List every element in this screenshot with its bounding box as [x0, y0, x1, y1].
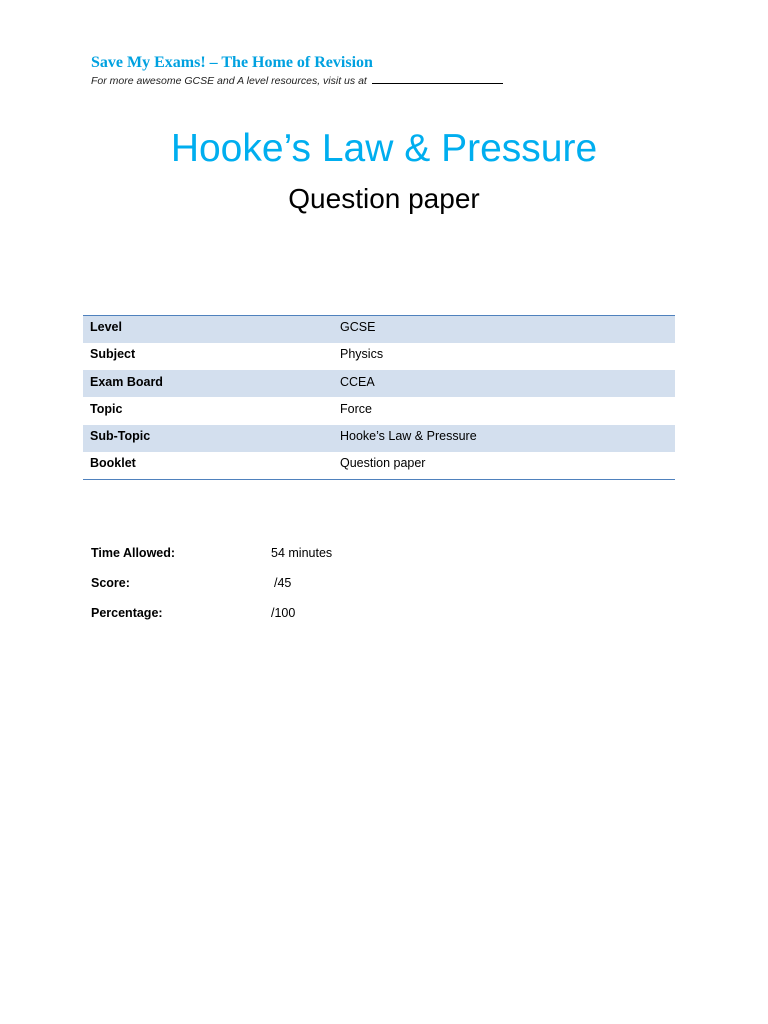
table-row-level	[83, 316, 675, 343]
table-cell-value: Force	[340, 402, 372, 417]
table-cell-value: Hooke’s Law & Pressure	[340, 429, 477, 444]
table-row-subject	[83, 343, 675, 370]
table-cell-label: Booklet	[90, 456, 136, 471]
tagline	[91, 73, 503, 89]
table-cell-label: Sub-Topic	[90, 429, 151, 444]
table-row-booklet	[83, 452, 675, 479]
brand-title: Save My Exams! – The Home of Revision	[91, 54, 373, 71]
info-table	[83, 315, 675, 480]
table-cell-label: Level	[90, 320, 122, 335]
time-allowed-value: 54 minutes	[271, 546, 333, 560]
table-row-topic	[83, 397, 675, 424]
table-cell-value: Question paper	[340, 456, 426, 471]
tagline-blank-line	[372, 74, 503, 84]
tagline-text: For more awesome GCSE and A level resources, visit us at	[91, 75, 367, 87]
score-label: Score:	[91, 576, 130, 590]
table-cell-label: Subject	[90, 347, 136, 362]
header	[91, 53, 503, 89]
table-cell-label: Exam Board	[90, 374, 163, 389]
page-subtitle: Question paper	[288, 183, 480, 214]
table-cell-value: GCSE	[340, 320, 376, 335]
table-row-sub-topic	[83, 425, 675, 452]
time-allowed-label: Time Allowed:	[91, 546, 176, 560]
table-cell-value: CCEA	[340, 374, 375, 389]
score-value: /45	[274, 576, 292, 590]
table-cell-label: Topic	[90, 402, 123, 417]
percentage-value: /100	[271, 606, 296, 620]
table-cell-value: Physics	[340, 347, 384, 362]
page-title: Hooke’s Law & Pressure	[170, 127, 598, 170]
table-row-exam-board	[83, 370, 675, 397]
percentage-label: Percentage:	[91, 606, 163, 620]
